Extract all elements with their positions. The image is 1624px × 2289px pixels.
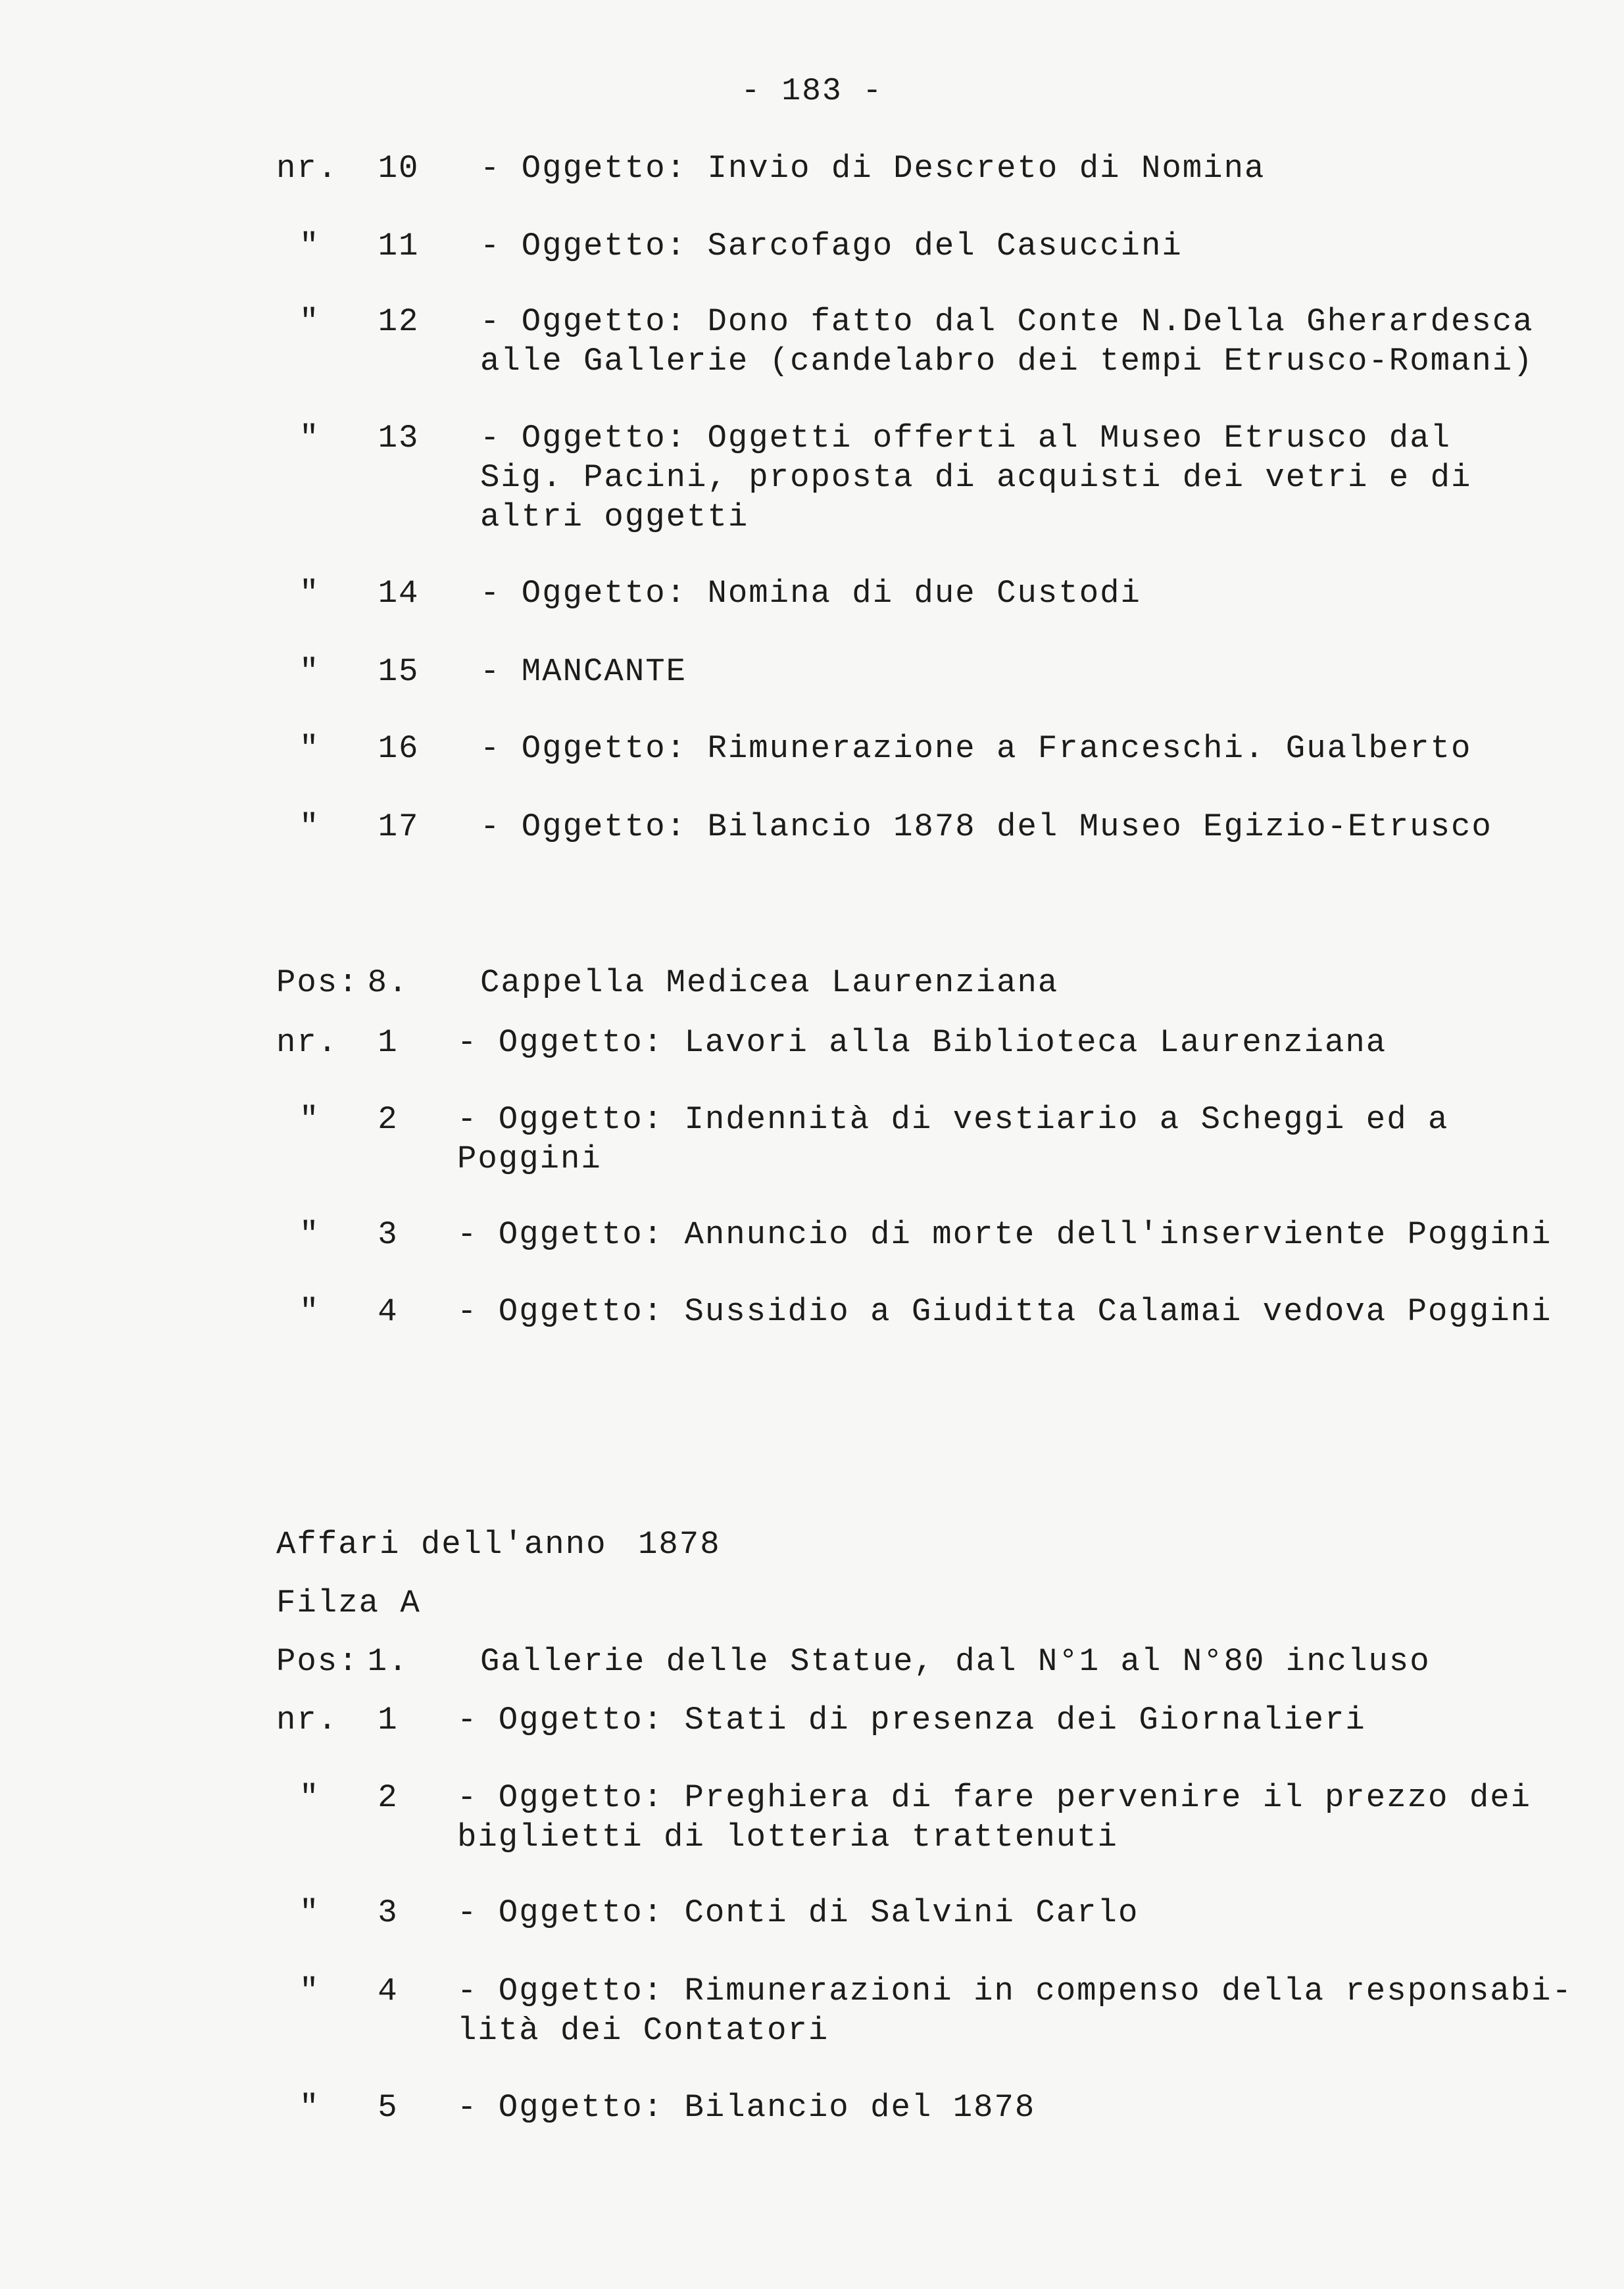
entry-text: altri oggetti [480, 499, 749, 535]
entry-number: 15 [378, 653, 420, 690]
entry-number: 2 [378, 1101, 399, 1138]
affari-heading: Affari dell'anno [276, 1526, 607, 1563]
entry-text: - Oggetto: Conti di Salvini Carlo [457, 1894, 1139, 1931]
entry-number: 17 [378, 808, 420, 845]
entry-label: nr. [276, 150, 339, 187]
entry-text: - Oggetto: Stati di presenza dei Giornalieri [457, 1702, 1366, 1738]
ditto-mark: " [299, 228, 320, 264]
entry-number: 2 [378, 1779, 399, 1816]
ditto-mark: " [299, 420, 320, 456]
ditto-mark: " [299, 1894, 320, 1931]
entry-number: 1 [378, 1024, 399, 1061]
entry-text: - Oggetto: Nomina di due Custodi [480, 575, 1141, 612]
entry-number: 5 [378, 2089, 399, 2126]
entry-number: 12 [378, 303, 420, 340]
pos-label: Pos: [276, 1643, 359, 1680]
ditto-mark: " [299, 1101, 320, 1138]
entry-number: 1 [378, 1702, 399, 1738]
ditto-mark: " [299, 1973, 320, 2009]
entry-number: 4 [378, 1973, 399, 2009]
entry-label: nr. [276, 1702, 339, 1738]
entry-text: - Oggetto: Bilancio 1878 del Museo Egizio-Etrusco [480, 808, 1492, 845]
entry-number: 3 [378, 1894, 399, 1931]
pos-number: 8. [367, 964, 409, 1001]
entry-text: Poggini [457, 1141, 602, 1177]
entry-text: - Oggetto: Sarcofago del Casuccini [480, 228, 1183, 264]
entry-label: nr. [276, 1024, 339, 1061]
entry-text: - Oggetto: Preghiera di fare pervenire il prezzo dei [457, 1779, 1532, 1816]
entry-number: 16 [378, 730, 420, 767]
ditto-mark: " [299, 575, 320, 612]
filza-heading: Filza A [276, 1585, 421, 1621]
entry-text: - Oggetto: Annuncio di morte dell'inserviente Poggini [457, 1216, 1552, 1253]
entry-text: - Oggetto: Oggetti offerti al Museo Etrusco dal [480, 420, 1452, 456]
entry-number: 11 [378, 228, 420, 264]
entry-text: - Oggetto: Rimunerazione a Franceschi. Gualberto [480, 730, 1472, 767]
ditto-mark: " [299, 808, 320, 845]
pos-number: 1. [367, 1643, 409, 1680]
entry-text: Sig. Pacini, proposta di acquisti dei vetri e di [480, 459, 1472, 496]
entry-number: 13 [378, 420, 420, 456]
entry-number: 14 [378, 575, 420, 612]
entry-text: alle Gallerie (candelabro dei tempi Etrusco-Romani) [480, 343, 1534, 380]
section-title: Gallerie delle Statue, dal N°1 al N°80 incluso [480, 1643, 1431, 1680]
entry-text: biglietti di lotteria trattenuti [457, 1819, 1118, 1856]
ditto-mark: " [299, 653, 320, 690]
entry-text: - Oggetto: Lavori alla Biblioteca Laurenziana [457, 1024, 1387, 1061]
entry-number: 10 [378, 150, 420, 187]
entry-text: - Oggetto: Indennità di vestiario a Scheggi ed a [457, 1101, 1449, 1138]
entry-text: lità dei Contatori [457, 2012, 829, 2049]
entry-text: - Oggetto: Rimunerazioni in compenso della responsabi- [457, 1973, 1573, 2009]
ditto-mark: " [299, 1293, 320, 1330]
ditto-mark: " [299, 1779, 320, 1816]
entry-text: - Oggetto: Dono fatto dal Conte N.Della Gherardesca [480, 303, 1534, 340]
ditto-mark: " [299, 2089, 320, 2126]
pos-label: Pos: [276, 964, 359, 1001]
entry-text: - MANCANTE [480, 653, 687, 690]
entry-number: 3 [378, 1216, 399, 1253]
page-number: - 183 - [741, 74, 883, 109]
affari-year: 1878 [638, 1526, 721, 1563]
ditto-mark: " [299, 1216, 320, 1253]
ditto-mark: " [299, 730, 320, 767]
entry-text: - Oggetto: Sussidio a Giuditta Calamai vedova Poggini [457, 1293, 1552, 1330]
section-title: Cappella Medicea Laurenziana [480, 964, 1059, 1001]
entry-number: 4 [378, 1293, 399, 1330]
entry-text: - Oggetto: Invio di Descreto di Nomina [480, 150, 1266, 187]
entry-text: - Oggetto: Bilancio del 1878 [457, 2089, 1036, 2126]
ditto-mark: " [299, 303, 320, 340]
